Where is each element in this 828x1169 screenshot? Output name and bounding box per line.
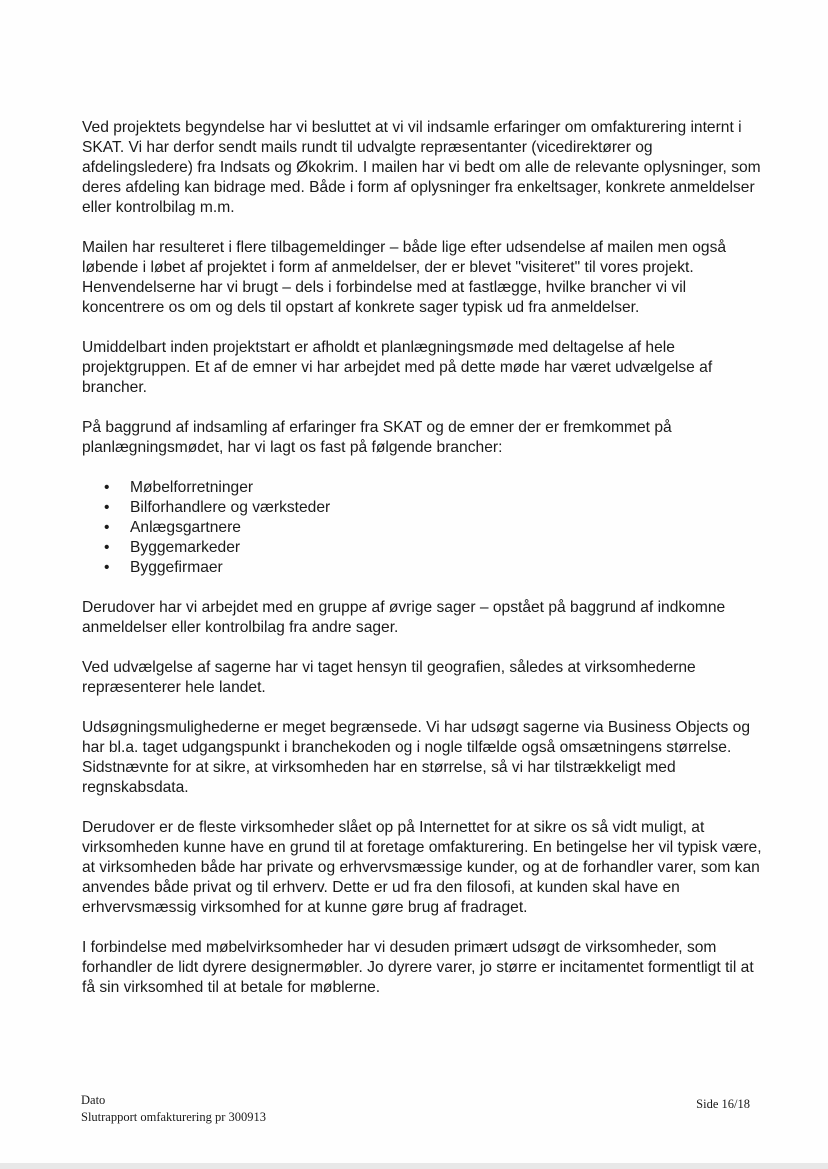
footer-report-title: Slutrapport omfakturering pr 300913 [81, 1110, 267, 1124]
list-item: • Byggefirmaer [104, 558, 764, 578]
paragraph: Derudover har vi arbejdet med en gruppe af øvrige sager – opstået på baggrund af indkomne anmeldelser eller kontrolbilag fra andre sager. [82, 599, 726, 636]
paragraph: Mailen har resulteret i flere tilbagemeldinger – både lige efter udsendelse af mailen men også løbende i løbet af projektet i form af anmeldelser, der er blevet "visiteret" til vores projekt. Henvendelserne har vi brugt – dels i forbindelse med at fastlægge, hvilke brancher vi vil koncentrere os om og dels til opstart af konkrete sager typisk ud fra anmeldelser. [82, 239, 727, 316]
page-bottom-edge [0, 1163, 828, 1169]
document-body [82, 118, 764, 1018]
page-number: Side 16/18 [696, 1097, 750, 1111]
list-item: • Møbelforretninger [104, 478, 764, 498]
paragraph: Ved udvælgelse af sagerne har vi taget hensyn til geografien, således at virksomhederne repræsenterer hele landet. [82, 659, 696, 696]
paragraph: I forbindelse med møbelvirksomheder har vi desuden primært udsøgt de virksomheder, som forhandler de lidt dyrere designermøbler. Jo dyrere varer, jo større er incitamentet formentligt til at få sin virksomhed til at betale for møblerne. [82, 939, 754, 996]
paragraph: Udsøgningsmulighederne er meget begrænsede. Vi har udsøgt sagerne via Business Objects og har bl.a. taget udgangspunkt i branchekoden og i nogle tilfælde også omsætningens størrelse. Sidstnævnte for at sikre, at virksomheden har en størrelse, så vi har tilstrækkeligt med regnskabsdata. [82, 719, 751, 796]
list-item: • Bilforhandlere og værksteder [104, 498, 764, 518]
list-item: • Byggemarkeder [104, 538, 764, 558]
footer-date-label: Dato [81, 1093, 106, 1107]
footer-left [81, 1092, 266, 1126]
paragraph: Ved projektets begyndelse har vi besluttet at vi vil indsamle erfaringer om omfakturering internt i SKAT. Vi har derfor sendt mails rundt til udvalgte repræsentanter (vicedirektører og afdelingsledere) fra Indsats og Økokrim. I mailen har vi bedt om alle de relevante oplysninger, som deres afdeling kan bidrage med. Både i form af oplysninger fra enkeltsager, konkrete anmeldelser eller kontrolbilag m.m. [82, 119, 761, 216]
paragraph: Umiddelbart inden projektstart er afholdt et planlægningsmøde med deltagelse af hele projektgruppen. Et af de emner vi har arbejdet med på dette møde har været udvælgelse af brancher. [82, 339, 713, 396]
branch-list [82, 478, 764, 578]
paragraph: Derudover er de fleste virksomheder slået op på Internettet for at sikre os så vidt muligt, at virksomheden kunne have en grund til at foretage omfakturering. En betingelse her vil typisk være, at virksomheden både har private og erhvervsmæssige kunder, og at de forhandler varer, som kan anvendes både privat og til erhverv. Dette er ud fra den filosofi, at kunden skal have en erhvervsmæssig virksomhed for at kunne gøre brug af fradraget. [82, 819, 762, 916]
paragraph: På baggrund af indsamling af erfaringer fra SKAT og de emner der er fremkommet på planlægningsmødet, har vi lagt os fast på følgende brancher: [82, 419, 672, 456]
list-item: • Anlægsgartnere [104, 518, 764, 538]
